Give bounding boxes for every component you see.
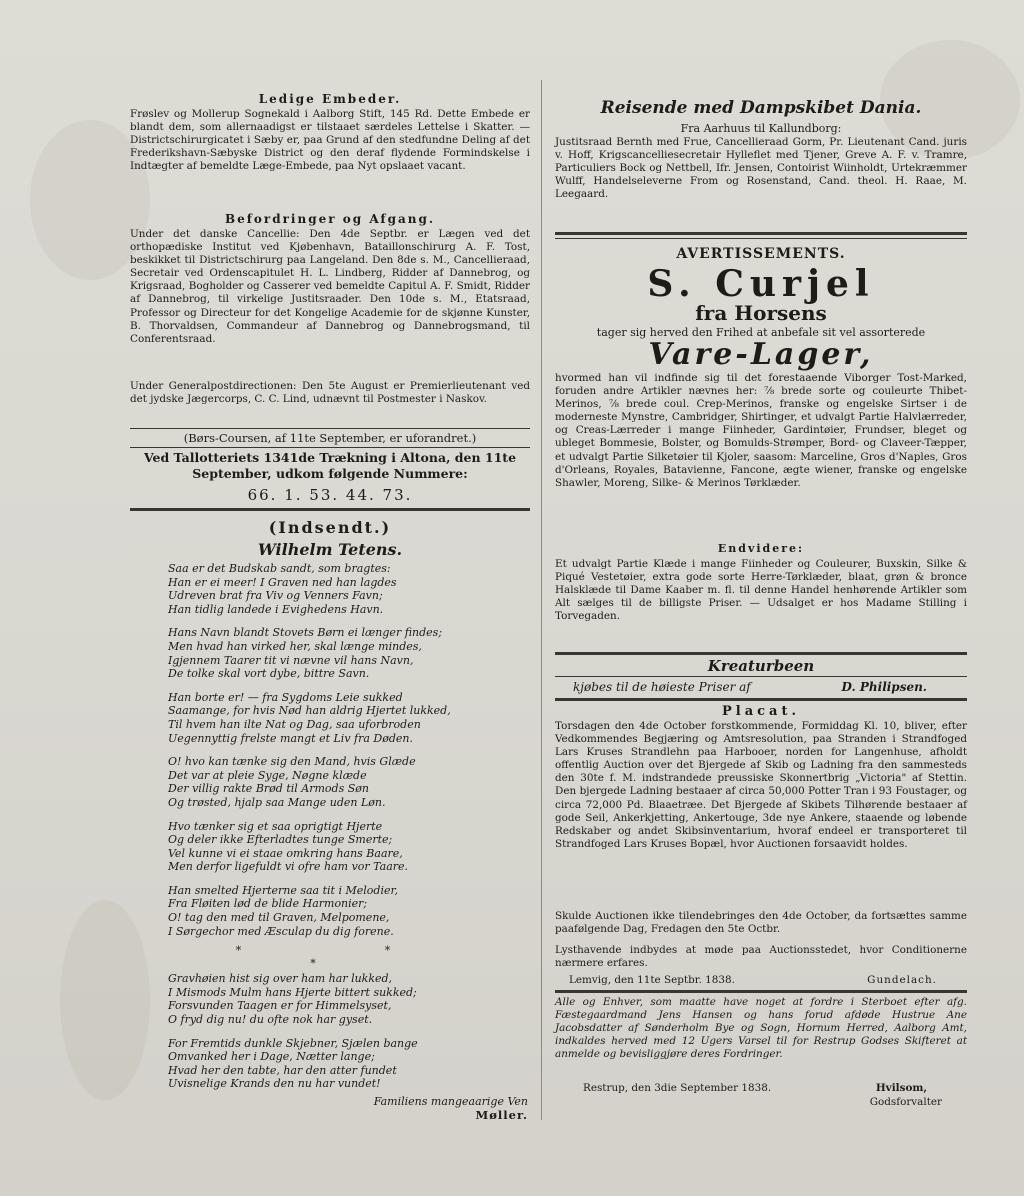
dania-text: Justitsraad Bernth med Frue, Cancellieraad Gorm, Pr. Lieutenant Cand. juris v. Hoff, Krigscancelliesecretair Hylleflet med Tjener, Greve A. F. v. Tramre, Particuliers Bock og Nettbell, Ifr. Jensen, Contoirist Wiinholdt, Urtekræmmer Wulff, Handelseleverne From og Rosenstand, Cand. theol. H. Raae, M. Leegaard. <box>555 136 967 201</box>
rule <box>555 232 967 235</box>
befordringer-text-2: Under Generalpostdirectionen: Den 5te August er Premierlieutenant ved det jydske Jægercorps, C. C. Lind, udnævnt til Postmester i Naskov. <box>130 380 530 406</box>
dania-sub: Fra Aarhuus til Kallundborg: <box>680 122 842 135</box>
kreatur-text: kjøbes til de høieste Priser af <box>573 680 751 694</box>
rule <box>555 676 967 677</box>
poem-stanza <box>168 755 528 809</box>
kreatur-name: D. Philipsen. <box>841 680 927 694</box>
poem-line: Og trøsted, hjalp saa Mange uden Løn. <box>168 795 386 809</box>
poem-line: Han borte er! — fra Sygdoms Leie sukked <box>168 690 403 704</box>
poem-line: Uvisnelige Krands den nu har vundet! <box>168 1077 381 1091</box>
curjel-horsens: fra Horsens <box>695 301 827 325</box>
poem-stanza <box>168 820 528 874</box>
poem-line: I Mismods Mulm hans Hjerte bittert sukked; <box>168 985 417 999</box>
poem-line: Fra Fløiten lød de blide Harmonier; <box>168 897 368 911</box>
poem-line: Han er ei meer! I Graven ned han lagdes <box>168 575 397 589</box>
poem-signature: Familiens mangeaarige Ven <box>373 1095 528 1108</box>
poem-line: O! tag den med til Graven, Melpomene, <box>168 911 390 925</box>
poem-stanza <box>168 972 528 1026</box>
poem-line: Men derfor ligefuldt vi ofre ham vor Taare. <box>168 860 409 874</box>
kreatur-title: Kreaturbeen <box>707 657 815 675</box>
column-divider <box>541 80 542 1120</box>
dania-title: Reisende med Dampskibet Dania. <box>600 98 922 118</box>
poem-stanza <box>168 1037 528 1091</box>
poem-line: Vel kunne vi ei staae omkring hans Baare, <box>168 846 403 860</box>
poem-line: Saamange, for hvis Nød han aldrig Hjertet lukked, <box>168 704 451 718</box>
poem-line: Hvo tænker sig et saa oprigtigt Hjerte <box>168 819 383 833</box>
poem-stanza <box>168 691 528 745</box>
stars-separator: * * * <box>235 944 461 971</box>
bors-course: (Børs-Coursen, af 11te September, er uforandret.) <box>183 431 477 445</box>
poem-line: Han tidlig landede i Evighedens Havn. <box>168 602 384 616</box>
poem-line: Han smelted Hjerterne saa tit i Melodier, <box>168 883 399 897</box>
poem-line: Det var at pleie Syge, Nøgne klæde <box>168 768 367 782</box>
placat-title: Placat. <box>721 704 800 719</box>
endvidere-text: Et udvalgt Partie Klæde i mange Fiinheder og Couleurer, Buxskin, Silke & Piqué Vestetøier, extra gode sorte Herre-Tørklæder, blaat, grøn & bronce Halsklæde til Dame Kaaber m. fl. til denne Handel henhørende Artikler som Alt sælges til de billigste Priser. — Udsalget er hos Madame Stilling i Torvegaden. <box>555 558 967 623</box>
curjel-intro: tager sig herved den Frihed at anbefale sit vel assorterede <box>596 326 926 339</box>
poem-line: Men hvad han virked her, skal længe mindes, <box>168 639 422 653</box>
endvidere-title: Endvidere: <box>717 542 805 555</box>
curjel-name: S. Curjel <box>647 263 875 305</box>
ledige-text: Frøslev og Mollerup Sognekald i Aalborg Stift, 145 Rd. Dette Embede er blandt dem, som allernaadigst er tilstaaet særdeles Lettelse i Skatter. — Districtschirurgicatet i Sæby er, paa Grund af den stedfundne Deling af det Frederikshavn-Sæbyske District og den deraf flydende Formindskelse i Indtægter af bemeldte Læge-Embede, paa Nyt opslaaet vacant. <box>130 108 530 173</box>
rule <box>555 698 967 701</box>
placat-sign: Gundelach. <box>867 974 937 986</box>
restrup-role: Godsforvalter <box>869 1096 942 1108</box>
rule <box>555 238 967 239</box>
poem-line: Der villig rakte Brød til Armods Søn <box>168 782 369 796</box>
lotteri-text: Ved Tallotteriets 1341de Trækning i Altona, den 11te September, udkom følgende Nummere: <box>143 450 517 481</box>
poem-line: I Sørgechor med Æsculap du dig forene. <box>168 924 394 938</box>
poem <box>168 562 528 1122</box>
restrup-text: Alle og Enhver, som maatte have noget at fordre i Sterboet efter afg. Fæstegaardmand Jens Hansen og hans forud afdøde Hustrue Ane Jacobsdatter af Sønderholm Bye og Sogn, Hornum Herred, Aalborg Amt, indkaldes herved med 12 Ugers Varsel til for Restrup Godses Skifteret at anmelde og bevisliggjøre deres Fordringer. <box>555 996 967 1061</box>
poem-stanza <box>168 562 528 616</box>
placat-footer <box>555 974 967 987</box>
ledige-title: Ledige Embeder. <box>258 92 402 106</box>
poem-line: Saa er det Budskab sandt, som bragtes: <box>168 562 391 575</box>
poem-line: Uegennyttig frelste mangt et Liv fra Døden. <box>168 731 413 745</box>
poem-line: Hvad her den tabte, har den atter fundet <box>168 1063 397 1077</box>
poem-stanza <box>168 884 528 938</box>
befordringer-title: Befordringer og Afgang. <box>224 212 436 226</box>
restrup-sign: Hvilsom, <box>875 1082 927 1094</box>
placat-place: Lemvig, den 11te Septbr. 1838. <box>569 974 735 986</box>
rule <box>130 428 530 429</box>
poem-line: Til hvem han ilte Nat og Dag, saa uforbroden <box>168 717 421 731</box>
varelager-title: Vare-Lager, <box>648 337 874 372</box>
rule <box>130 447 530 448</box>
restrup-place: Restrup, den 3die September 1838. <box>583 1082 772 1094</box>
poem-line: For Fremtids dunkle Skjebner, Sjælen bange <box>168 1036 418 1050</box>
poem-line: De tolke skal vort dybe, bittre Savn. <box>168 667 370 681</box>
placat-text-1: Torsdagen den 4de October forstkommende, Formiddag Kl. 10, bliver, efter Vedkommendes Begjæring og Amtsresolution, paa Stranden i Strandfoged Lars Kruses Strandlehn paa Harbooer, norden for Langenhuse, afholdt offentlig Auction over det Bjergede af Skib og Ladning fra den sammesteds den 30te f. M. indstrandede preussiske Skonnertbrig „Victoria" af Stettin. Den bjergede Ladning bestaaer af circa 50,000 Potter Tran i 93 Foustager, og circa 72,000 Pd. Blaaetræe. Det Bjergede af Skibets Tilhørende bestaaer af gode Seil, Ankerkjetting, Ankertouge, 3de nye Ankere, staaende og løbende Redskaber og andet Skibsinventarium, hvoraf endeel er transporteret til Strandfoged Lars Kruses Bopæl, hvor Auctionen forsaavidt holdes. <box>555 720 967 850</box>
placat-text-3: Lysthavende indbydes at møde paa Auctionsstedet, hvor Conditionerne nærmere erfares. <box>555 944 967 970</box>
rule <box>555 652 967 655</box>
curjel-text: hvormed han vil indfinde sig til det forestaaende Viborger Tost-Marked, foruden andre Artikler nævnes her: ⅞ brede sorte og couleurte Thibet-Merinos, ⅞ brede coul. Crep-Merinos, franske og engelske Sirtser i de moderneste Mynstre, Cambridger, Shirtinger, et udvalgt Partie Halvlærreder, og Creas-Lærreder i mange Fiinheder, Gardintøier, Frundser, bleget og ubleget Bommesie, Bolster, og Bomulds-Strømper, Bord- og Claveer-Tæpper, et udvalgt Partie Silketøier til Kjoler, saasom: Marceline, Gros d'Naples, Gros d'Orleans, Royales, Batavienne, Fancone, ægte wiener, franske og engelske Shawler, Moreng, Silke- & Merinos Tørklæder. <box>555 372 967 489</box>
rule <box>130 508 530 511</box>
poem-line: Forsvunden Taagen er for Himmelsyset, <box>168 999 392 1013</box>
poem-line: Og deler ikke Efterladtes tunge Smerte; <box>168 833 393 847</box>
befordringer-text-1: Under det danske Cancellie: Den 4de Septbr. er Lægen ved det orthopædiske Institut ved Kjøbenhavn, Bataillonschirurg A. F. Tost, beskikket til Districtschirurg paa Langeland. Den 8de s. M., Cancellieraad, Secretair ved Ordenscapitulet H. L. Lindberg, Ridder af Dannebrog, og Krigsraad, Bogholder og Casserer ved bemeldte Capitul A. F. Smidt, Ridder af Dannebrog, til virkelige Justitsraader. Den 10de s. M., Etatsraad, Professor og Directeur for det Kongelige Academie for de skjønne Kunster, B. Thorvaldsen, Commandeur af Dannebrog og Dannebrogsmand, til Conferentsraad. <box>130 228 530 345</box>
poem-line: Udreven brat fra Viv og Venners Favn; <box>168 589 383 603</box>
rule <box>555 990 967 993</box>
poem-line: Igjennem Taarer tit vi nævne vil hans Navn, <box>168 653 414 667</box>
kreatur-row <box>555 680 967 694</box>
paper-stain <box>60 900 150 1100</box>
restrup-footer <box>555 1082 967 1095</box>
poem-line: O fryd dig nu! du ofte nok har gyset. <box>168 1013 373 1027</box>
poem-line: O! hvo kan tænke sig den Mand, hvis Glæde <box>168 755 416 769</box>
poem-signature-name: Møller. <box>475 1108 528 1122</box>
poem-line: Hans Navn blandt Stovets Børn ei længer findes; <box>168 626 443 640</box>
poem-line: Gravhøien hist sig over ham har lukked, <box>168 972 393 986</box>
indsendt-title: (Indsendt.) <box>268 518 392 537</box>
lotteri-numbers: 66. 1. 53. 44. 73. <box>247 486 413 504</box>
placat-text-2: Skulde Auctionen ikke tilendebringes den 4de October, da fortsættes samme paafølgende Dag, Fredagen den 5te Octbr. <box>555 910 967 936</box>
avertissements-title: AVERTISSEMENTS. <box>676 246 846 262</box>
poem-stanza <box>168 626 528 680</box>
poem-line: Omvanked her i Dage, Nætter lange; <box>168 1050 375 1064</box>
poem-title: Wilhelm Tetens. <box>257 540 403 559</box>
